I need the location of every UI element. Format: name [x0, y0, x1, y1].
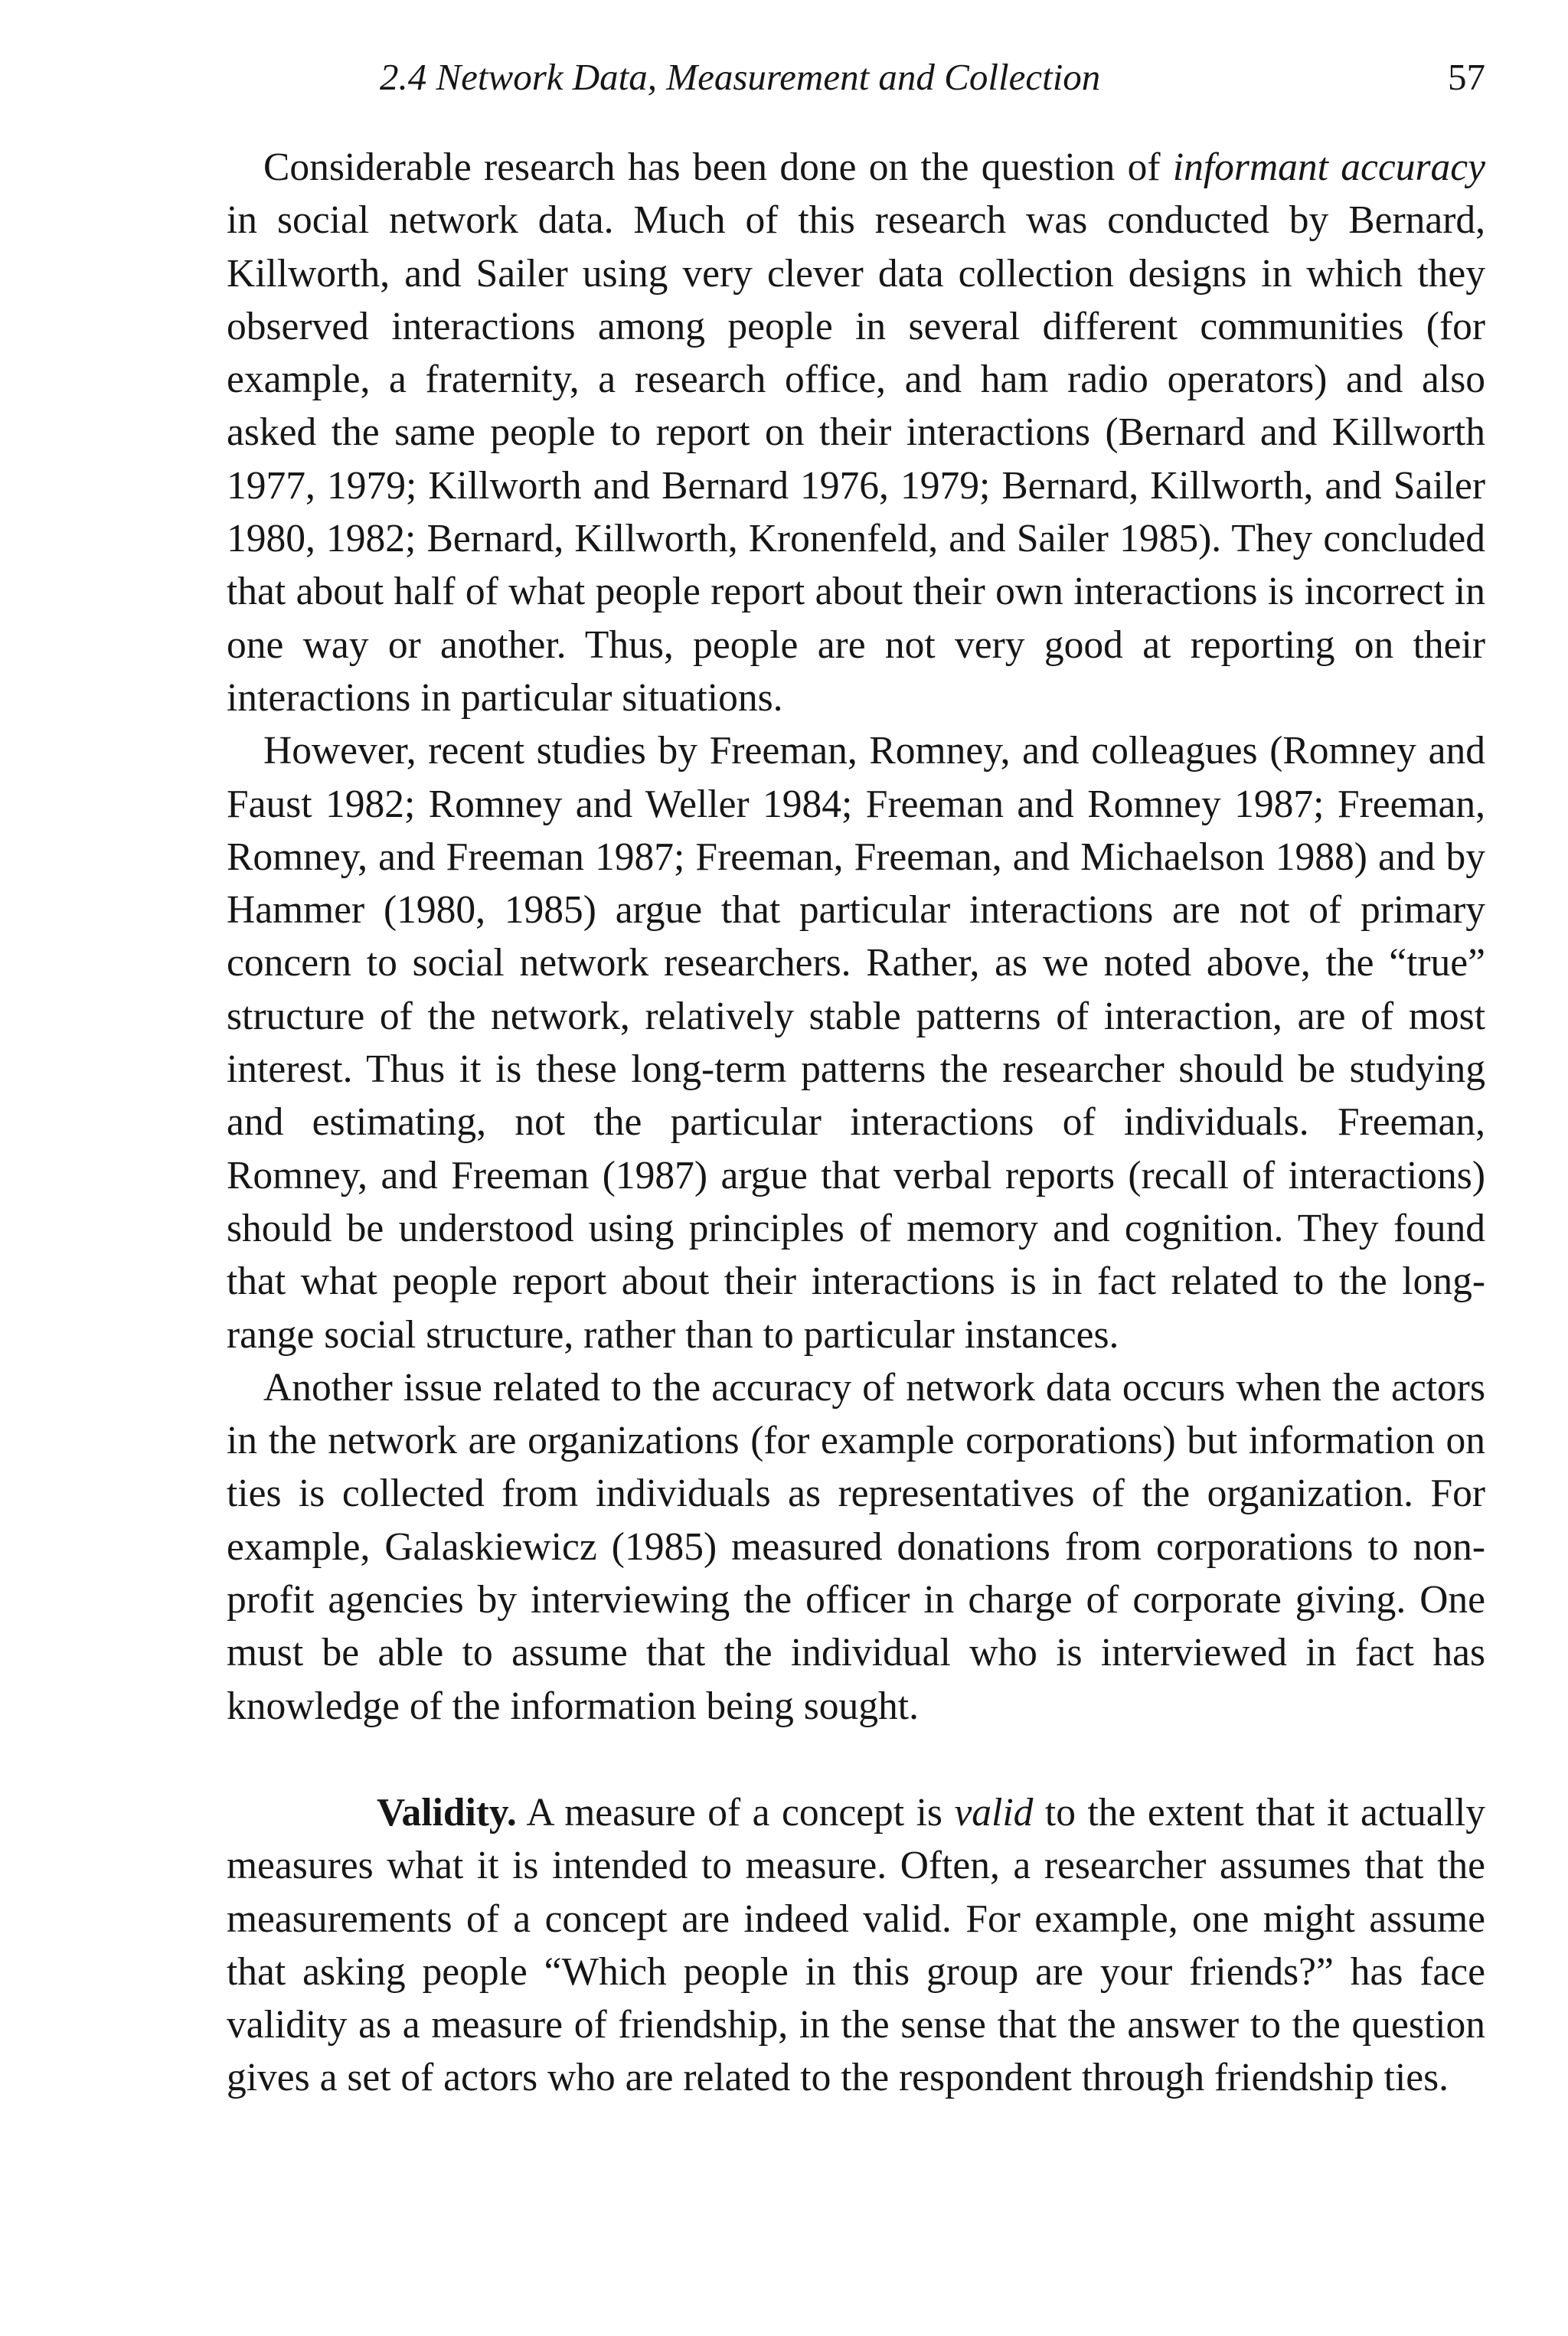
paragraph-validity [227, 1786, 1485, 2105]
page-number: 57 [1448, 56, 1485, 98]
text-run: Considerable research has been done on the question of [263, 145, 1173, 189]
paragraph-informant-accuracy [227, 141, 1485, 724]
text-run: to the extent that it actually measures what it is intended to measure. Often, a researcher assumes that the measurements of a concept are indeed valid. For example, one might assume that asking people “Which people in this group are your friends?” has face validity as a measure of friendship, in the sense that the answer to the question gives a set of actors who are related to the respondent through friendship ties. [227, 1790, 1485, 2100]
paragraph-freeman-romney [227, 724, 1485, 1361]
book-page [227, 51, 1485, 2105]
body-text [227, 141, 1485, 2105]
running-head [227, 51, 1485, 104]
text-run: Another issue related to the accuracy of network data occurs when the actors in the network are organizations (for example corporations) but information on ties is collected from individuals as representatives of the organization. For example, Galaskiewicz (1985) measured donations from corporations to non-profit agencies by interviewing the officer in charge of corporate giving. One must be able to assume that the individual who is interviewed in fact has knowledge of the information being sought. [227, 1365, 1485, 1728]
text-run: However, recent studies by Freeman, Romney, and colleagues (Romney and Faust 1982; Romney and Weller 1984; Freeman and Romney 1987; Freeman, Romney, and Freeman 1987; Freeman, Freeman, and Michaelson 1988) and by Hammer (1980, 1985) argue that particular interactions are not of primary concern to social network researchers. Rather, as we noted above, the “true” structure of the network, relatively stable patterns of interaction, are of most interest. Thus it is these long-term patterns the researcher should be studying and estimating, not the particular interactions of individuals. Freeman, Romney, and Freeman (1987) argue that verbal reports (recall of interactions) should be understood using principles of memory and cognition. They found that what people report about their interactions is in fact related to the long-range social structure, rather than to particular instances. [227, 729, 1485, 1357]
text-run: A measure of a concept is [516, 1790, 955, 1834]
text-run: in social network data. Much of this research was conducted by Bernard, Killworth, and Sailer using very clever data collection designs in which they observed interactions among people in several different communities (for example, a fraternity, a research office, and ham radio operators) and also asked the same people to report on their interactions (Bernard and Killworth 1977, 1979; Killworth and Bernard 1976, 1979; Bernard, Killworth, and Sailer 1980, 1982; Bernard, Killworth, Kronenfeld, and Sailer 1985). They concluded that about half of what people report about their own interactions is incorrect in one way or another. Thus, people are not very good at reporting on their interactions in particular situations. [227, 198, 1485, 720]
running-title: 2.4 Network Data, Measurement and Collection [380, 56, 1101, 98]
paragraph-organizations [227, 1361, 1485, 1733]
section-heading-validity: Validity. [377, 1790, 517, 1834]
italic-term-informant-accuracy: informant accuracy [1172, 145, 1485, 189]
italic-term-valid: valid [954, 1790, 1034, 1834]
